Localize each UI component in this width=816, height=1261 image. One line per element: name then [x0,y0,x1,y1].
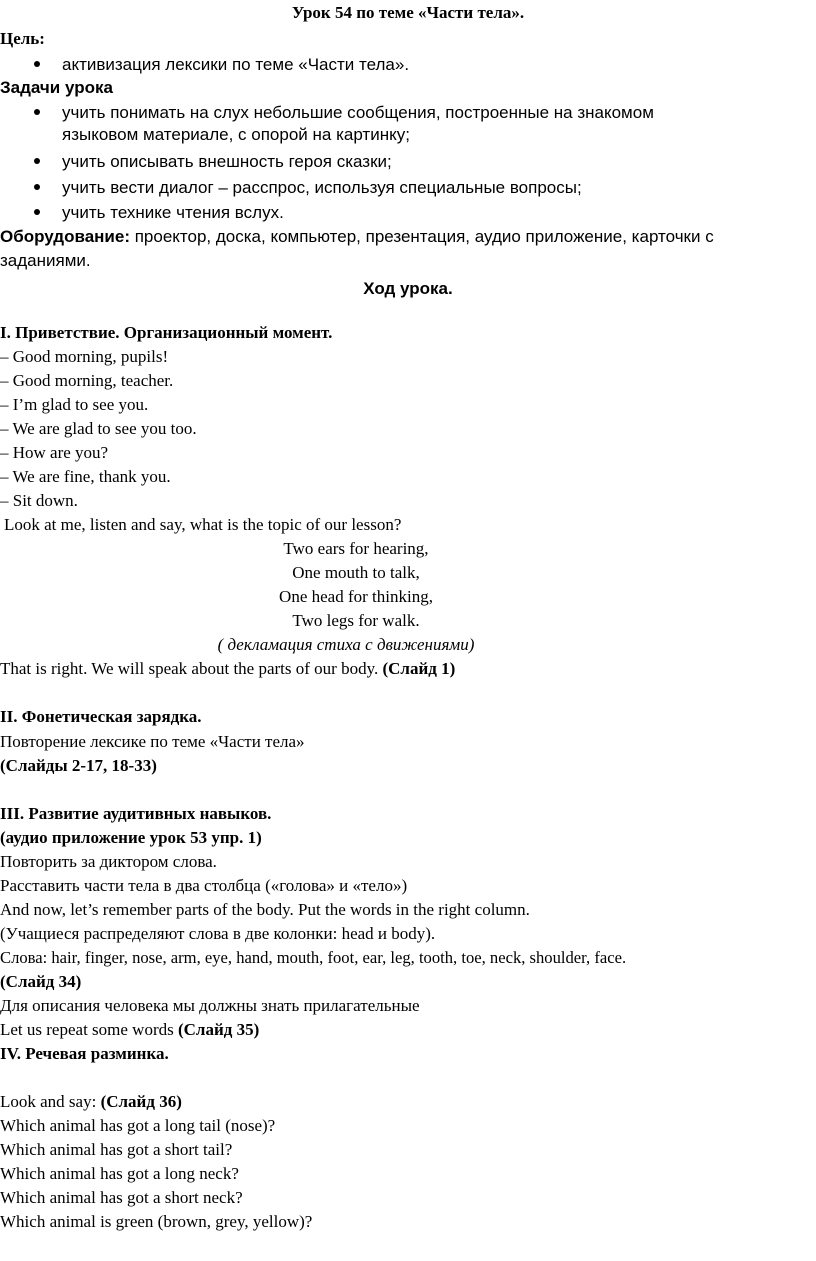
slides-reference: (Слайды 2-17, 18-33) [0,756,157,775]
slide-reference: (Слайд 36) [100,1092,182,1111]
bullet [34,209,40,215]
topic-question: Look at me, listen and say, what is the topic of our lesson? [4,515,402,534]
dialogue-line: – Good morning, pupils! [0,347,169,366]
conclusion-line [0,658,455,680]
task-item-continued: языковом материале, с опорой на картинку; [62,125,410,144]
look-text: Look and say: [0,1092,101,1111]
conclusion-text: That is right. We will speak about the parts of our body. [0,659,383,678]
repeat-text: Let us repeat some words [0,1020,178,1039]
adjectives-line: Для описания человека мы должны знать прилагательные [0,996,420,1015]
poem-line: One mouth to talk, [292,563,420,582]
poem-line: Two ears for hearing, [283,539,429,558]
task-line: Расставить части тела в два столбца («голова» и «тело») [0,876,408,895]
audio-reference: (аудио приложение урок 53 упр. 1) [0,828,262,847]
section-2-heading: II. Фонетическая зарядка. [0,707,202,726]
task-item: учить вести диалог – расспрос, используя специальные вопросы; [62,178,582,197]
section-3-heading: III. Развитие аудитивных навыков. [0,804,272,823]
equipment-label: Оборудование: [0,227,130,246]
slide-reference: (Слайд 1) [382,659,456,678]
phonetic-text: Повторение лексике по теме «Части тела» [0,732,305,751]
task-item: учить понимать на слух небольшие сообщения, построенные на знакомом [62,103,654,122]
dialogue-line: – Good morning, teacher. [0,371,174,390]
dialogue-line: – We are glad to see you too. [0,419,197,438]
question-line: Which animal is green (brown, grey, yellow)? [0,1212,313,1231]
equipment-text-continued: заданиями. [0,251,91,270]
slide-reference: (Слайд 34) [0,972,82,991]
lesson-title: Урок 54 по теме «Части тела». [291,3,525,22]
bullet [34,184,40,190]
equipment-text: проектор, доска, компьютер, презентация, аудио приложение, карточки с [130,227,714,246]
task-line: And now, let’s remember parts of the body. Put the words in the right column. [0,900,530,919]
poem-line: One head for thinking, [279,587,433,606]
section-4-heading: IV. Речевая разминка. [0,1044,169,1063]
slide-reference: (Слайд 35) [177,1020,260,1039]
task-line: (Учащиеся распределяют слова в две колонки: head и body). [0,924,436,943]
poem-line: Two legs for walk. [292,611,420,630]
tasks-label: Задачи урока [0,78,113,97]
bullet [34,158,40,164]
question-line: Which animal has got a long neck? [0,1164,239,1183]
dialogue-line: – I’m glad to see you. [0,395,149,414]
task-item: учить технике чтения вслух. [62,203,284,222]
task-item: учить описывать внешность героя сказки; [62,152,392,171]
equipment-line [0,226,714,248]
bullet [34,109,40,115]
question-line: Which animal has got a long tail (nose)? [0,1116,276,1135]
poem-note: ( декламация стиха с движениями) [217,635,475,654]
bullet [34,61,40,67]
goal-item: активизация лексики по теме «Части тела». [62,55,410,74]
dialogue-line: – How are you? [0,443,109,462]
question-line: Which animal has got a short tail? [0,1140,233,1159]
look-line [0,1091,182,1113]
goal-label: Цель: [0,29,45,48]
course-title: Ход урока. [363,279,453,298]
question-line: Which animal has got a short neck? [0,1188,243,1207]
section-1-heading: I. Приветствие. Организационный момент. [0,323,333,342]
repeat-line [0,1019,259,1041]
dialogue-line: – Sit down. [0,491,78,510]
task-line: Повторить за диктором слова. [0,852,217,871]
dialogue-line: – We are fine, thank you. [0,467,171,486]
words-list: Слова: hair, finger, nose, arm, eye, hand, mouth, foot, ear, leg, tooth, toe, neck, shoulder, face. [0,948,627,967]
